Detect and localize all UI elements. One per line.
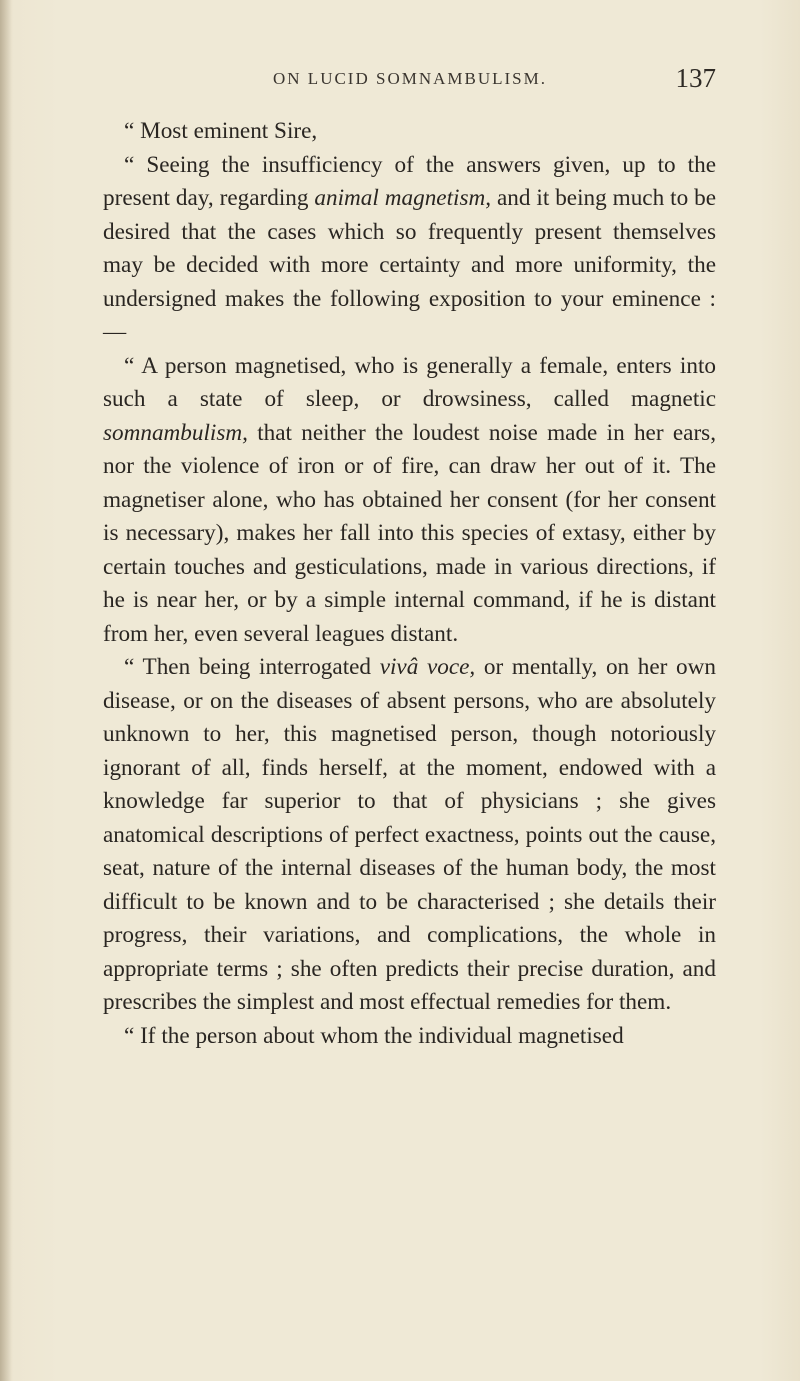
page-header <box>104 63 716 97</box>
salutation: “ Most eminent Sire, <box>124 118 318 144</box>
paragraph-2-text-a: “ A person magnetised, who is generally a female, enters into such a state of sleep, or drowsiness, called magnetic <box>103 352 716 412</box>
running-head: ON LUCID SOMNAMBULISM. <box>273 69 547 88</box>
paragraph-2-text-b: that neither the loudest noise made in her ears, nor the violence of iron or of fire, can draw her out of it. The magnetiser alone, who has obtained her consent (for her consent is necessary), makes her fall into this species of extasy, either by certain touches and gesticulations, made in various directions, if he is near her, or by a simple internal command, if he is distant from her, even several leagues distant. <box>103 419 716 647</box>
italic-term-somnambulism: somnambulism, <box>103 419 248 446</box>
paragraph-3-text-b: or mentally, on her own disease, or on the diseases of absent persons, who are absolutely unknown to her, this magnetised person, though notoriously ignorant of all, finds herself, at the moment, endowed with a knowledge far superior to that of physicians ; she gives anatomical descriptions of perfect exactness, points out the cause, seat, nature of the internal diseases of the human body, the most difficult to be known and to be characterised ; she details their progress, their variations, and complications, the whole in appropriate terms ; she often predicts their precise duration, and prescribes the simplest and most effectual remedies for them. <box>103 654 716 1015</box>
paragraph-1-text-a: “ Seeing the insufficiency of the answers given, up to the present day, regarding <box>103 151 716 211</box>
italic-term-animal-magnetism: animal magnetism, <box>314 185 492 211</box>
paragraph-3 <box>103 651 716 1020</box>
binding-shadow <box>0 0 12 1381</box>
paragraph-2 <box>103 350 716 652</box>
paragraph-4: “ If the person about whom the individual magnetised <box>124 1022 624 1049</box>
page-number: 137 <box>675 63 716 93</box>
italic-term-viva-voce: vivâ voce, <box>379 654 476 680</box>
paragraph-3-text-a: “ Then being interrogated <box>124 654 380 680</box>
body-text <box>103 115 716 1053</box>
paragraph-1-text-b: and it being much to be desired that the cases which so frequently present themselves may be decided with more certainty and more uniformity, the undersigned makes the following exposition to your eminence :— <box>103 185 716 345</box>
paragraph-1 <box>103 149 716 350</box>
